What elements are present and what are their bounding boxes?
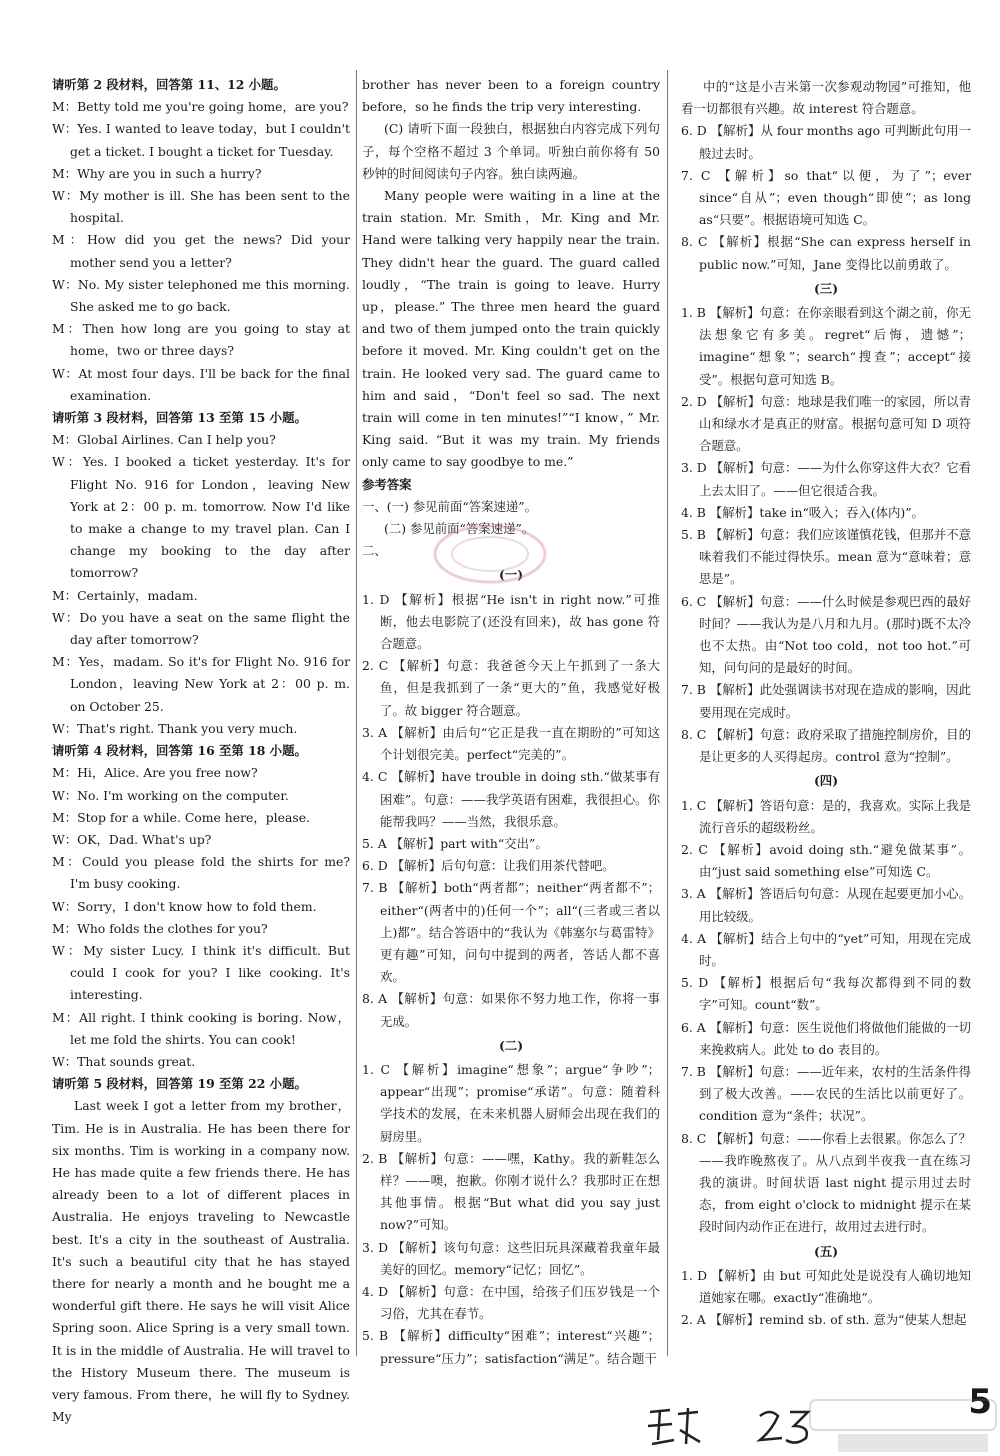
text-paragraph: 中的“这是小吉米第一次参观动物园”可推知，他看一切都很有兴趣。故 interest 符合题意。 [681, 79, 971, 117]
text-paragraph: W：At most four days. I'll be back for the final examination. [52, 365, 350, 403]
handwriting-mark [640, 1400, 830, 1450]
text-paragraph: W：No. My sister telephoned me this morning. She asked me to go back. [52, 276, 350, 315]
text-paragraph: M：Global Airlines. Can I help you? [52, 432, 276, 448]
text-paragraph: 二、 [362, 543, 387, 559]
page-number: 5 [968, 1382, 992, 1422]
text-paragraph: M：Why are you in such a hurry? [52, 165, 262, 181]
text-paragraph: (C) 请听下面一段独白，根据独白内容完成下列句子，每个空格不超过 3 个单词。听独白前你将有 50 秒钟的时间阅读句子内容。独白读两遍。 [362, 121, 660, 181]
section-heading: (二) [498, 1037, 524, 1053]
text-paragraph: 6. D 【解析】后句句意：让我们用茶代替吧。 [362, 858, 615, 874]
text-paragraph: M：Stop for a while. Come here，please. [52, 809, 310, 825]
text-paragraph: 8. C 【解析】句意：政府采取了措施控制房价，目的是让更多的人买得起房。control 意为“控制”。 [681, 726, 971, 765]
text-paragraph: W：Yes. I booked a ticket yesterday. It's for Flight No. 916 for London，leaving New York at 2：00 p. m. tomorrow. Now I'd like to make a change to my travel plan. Can I change my booking to the day after tomorrow? [52, 454, 350, 581]
text-paragraph: M：Certainly，madam. [52, 587, 198, 603]
section-heading: (四) [813, 773, 839, 789]
watermark-logo [808, 1396, 998, 1454]
text-paragraph: 4. C 【解析】have trouble in doing sth.“做某事有困难”。句意：——我学英语有困难，我很担心。你能帮我吗？——当然，我很乐意。 [362, 769, 660, 829]
text-paragraph: W：Sorry，I don't know how to fold them. [52, 898, 317, 914]
text-paragraph: 6. A 【解析】句意：医生说他们将做他们能做的一切来挽救病人。此处 to do 表目的。 [681, 1019, 971, 1057]
text-paragraph: 7. B 【解析】句意：——近年来，农村的生活条件得到了极大改善。——农民的生活比以前更好了。condition 意为“条件；状况”。 [681, 1063, 971, 1124]
text-paragraph: M：How did you get the news? Did your mother send you a letter? [52, 232, 350, 270]
text-paragraph: W：My mother is ill. She has been sent to the hospital. [52, 188, 350, 226]
text-paragraph: 1. C 【解析】答语句意：是的，我喜欢。实际上我是流行音乐的超级粉丝。 [681, 797, 971, 835]
text-paragraph: 8. C 【解析】句意：——你看上去很累。你怎么了？——我昨晚熬夜了。从八点到半夜我一直在练习我的演讲。时间状语 last night 提示用过去时态，from eight o'clock to midnight 提示在某段时间内动作正在进行，故用过去进行时。 [681, 1130, 971, 1235]
text-paragraph: 2. C 【解析】句意：我爸爸今天上午抓到了一条大鱼，但是我抓到了一条“更大的”鱼，我感觉好极了。故 bigger 符合题意。 [362, 658, 660, 718]
text-paragraph: M：Then how long are you going to stay at home，two or three days? [52, 321, 350, 359]
text-paragraph: 4. B 【解析】take in“吸入；吞入(体内)”。 [681, 504, 924, 520]
text-paragraph: 2. B 【解析】句意：——嘿，Kathy。我的新鞋怎么样？——噢，抱歉。你刚才说什么？我那时正在想其他事情。根据“But what did you say just now?”可知。 [362, 1150, 660, 1233]
text-paragraph: 3. A 【解析】答语后句句意：从现在起要更加小心。用比较级。 [681, 886, 971, 924]
text-paragraph: M：Could you please fold the shirts for me? I'm busy cooking. [52, 854, 350, 892]
text-paragraph: 4. A 【解析】结合上句中的“yet”可知，用现在完成时。 [681, 930, 971, 968]
text-paragraph: 2. D 【解析】句意：地球是我们唯一的家园，所以青山和绿水才是真正的财富。根据句意可知 D 项符合题意。 [681, 393, 971, 454]
text-paragraph: 1. C 【解析】imagine“想象”；argue“争吵”；appear“出现”；promise“承诺”。句意：随着科学技术的发展，在未来机器人厨师会出现在我们的厨房里。 [362, 1061, 660, 1144]
text-paragraph: M：Hi，Alice. Are you free now? [52, 765, 258, 781]
text-paragraph: 4. D 【解析】句意：在中国，给孩子们压岁钱是一个习俗，尤其在春节。 [362, 1283, 660, 1322]
text-paragraph: 7. B 【解析】both“两者都”；neither“两者都不”；either“(两者中的)任何一个”；all“(三者或三者以上)都”。结合答语中的“我认为《韩塞尔与葛雷特》更有趣”可知，问句中提到的两者，答话人都不喜欢。 [362, 880, 660, 985]
text-paragraph: 请听第 2 段材料，回答第 11、12 小题。 [52, 77, 286, 92]
text-paragraph: M：Betty told me you're going home，are you? [52, 99, 349, 115]
column-divider-1 [356, 70, 357, 1356]
text-paragraph: W：OK，Dad. What's up? [52, 831, 212, 847]
column-divider-2 [667, 70, 668, 1356]
text-paragraph: Last week I got a letter from my brother，Tim. He is in Australia. He has been there for six months. Tim is working in a company now. He has made quite a few friends there. He has already been to a lot of different places in Australia. He enjoys traveling to Newcastle best. It's a city in the southeast of Australia. It's such a beautiful city that he has stayed there for nearly a month and he bought me a wonderful gift there. He says he will visit Alice Spring soon. Alice Spring is a very small town. It is in the middle of Australia. He will travel to the History Museum there. The museum is very famous. From there，he will fly to Sydney. My [52, 1098, 350, 1425]
text-paragraph: (二) 参见前面“答案速递”。 [384, 521, 535, 537]
column-1 [52, 74, 350, 1428]
text-paragraph: 7. B 【解析】此处强调读书对现在造成的影响，因此要用现在完成时。 [681, 682, 971, 720]
section-heading: (一) [498, 567, 524, 583]
text-paragraph: 5. B 【解析】句意：我们应该谨慎花钱，但那并不意味着我们不能过得快乐。mean 意为“意味着；意思是”。 [681, 527, 971, 587]
text-paragraph: W：No. I'm working on the computer. [52, 787, 289, 803]
text-paragraph: Many people were waiting in a line at the train station. Mr. Smith，Mr. King and Mr. Hand were talking very happily near the train. They didn't hear the guard. The guard called loudly，“The train is going to leave. Hurry up，please.” The three men heard the guard and two of them jumped onto the train quickly before it moved. Mr. King couldn't get on the train. He looked very sad. The guard came to him and said，“Don't feel so sad. The next train will come in ten minutes!”“I know，” Mr. King said. “But it was my train. My friends only came to say goodbye to me.” [362, 188, 660, 470]
text-paragraph: 8. A 【解析】句意：如果你不努力地工作，你将一事无成。 [362, 991, 660, 1029]
text-paragraph: W：My sister Lucy. I think it's difficult. But could I cook for you? I like cooking. It's interesting. [52, 942, 350, 1003]
text-paragraph: 3. D 【解析】句意：——为什么你穿这件大衣？它看上去太旧了。——但它很适合我。 [681, 460, 971, 498]
text-paragraph: M：All right. I think cooking is boring. Now，let me fold the shirts. You can cook! [52, 1009, 350, 1047]
text-paragraph: 6. D 【解析】从 four months ago 可判断此句用一般过去时。 [681, 123, 971, 161]
text-paragraph: 2. A 【解析】remind sb. of sth. 意为“使某人想起 [681, 1312, 967, 1328]
text-paragraph: 5. B 【解析】difficulty“困难”；interest“兴趣”；pressure“压力”；satisfaction“满足”。结合题干 [362, 1328, 660, 1366]
text-paragraph: 5. A 【解析】part with“交出”。 [362, 835, 548, 851]
text-paragraph: 请听第 3 段材料，回答第 13 至第 15 小题。 [52, 410, 307, 426]
text-paragraph: 3. D 【解析】该句句意：这些旧玩具深藏着我童年最美好的回忆。memory“记忆；回忆”。 [362, 1239, 660, 1277]
text-paragraph: 6. C 【解析】句意：——什么时候是参观巴西的最好时间？——我认为是八月和九月。(那时)既不太冷也不太热。由“Not too cold，not too hot.”可知，问句问的是最好的时间。 [681, 593, 971, 676]
text-paragraph: 一、(一) 参见前面“答案速递”。 [362, 498, 537, 514]
text-paragraph: M：Who folds the clothes for you? [52, 920, 268, 936]
text-paragraph: 8. C 【解析】根据“She can express herself in public now.”可知，Jane 变得比以前勇敢了。 [681, 234, 971, 272]
text-paragraph: 5. D 【解析】根据后句“我每次都得到不同的数字”可知。count“数”。 [681, 975, 971, 1013]
text-paragraph: M：Yes，madam. So it's for Flight No. 916 for London，leaving New York at 2：00 p. m. on October 25. [52, 654, 350, 714]
text-paragraph: 2. C 【解析】avoid doing sth.“避免做某事”。由“just said something else”可知选 C。 [681, 841, 971, 880]
text-paragraph: 1. B 【解析】句意：在你亲眼看到这个湖之前，你无法想象它有多美。regret“后悔，遗憾”；imagine“想象”；search“搜查”；accept“接受”。根据句意可知选 B。 [681, 305, 971, 387]
text-paragraph: W：That sounds great. [52, 1053, 196, 1069]
section-heading: (五) [813, 1243, 839, 1259]
text-paragraph: 参考答案 [362, 476, 412, 492]
text-paragraph: W：That's right. Thank you very much. [52, 720, 298, 736]
text-paragraph: 1. D 【解析】根据“He isn't in right now.”可推断，他去电影院了(还没有回来)，故 has gone 符合题意。 [362, 591, 660, 652]
text-paragraph: W：Do you have a seat on the same flight the day after tomorrow? [52, 609, 350, 648]
text-paragraph: 请听第 5 段材料，回答第 19 至第 22 小题。 [52, 1076, 307, 1092]
text-paragraph: brother has never been to a foreign country before，so he finds the trip very interesting. [362, 77, 660, 115]
text-paragraph: 3. A 【解析】由后句“它正是我一直在期盼的”可知这个计划很完美。perfect“完美的”。 [362, 724, 660, 763]
text-paragraph: W：Yes. I wanted to leave today，but I couldn't get a ticket. I bought a ticket for Tuesday. [52, 121, 350, 159]
column-2 [362, 74, 660, 1370]
text-paragraph: 1. D 【解析】由 but 可知此处是说没有人确切地知道她家在哪。exactly“准确地”。 [681, 1267, 971, 1305]
column-3 [681, 76, 971, 1331]
stamp-mark [430, 520, 550, 588]
section-heading: (三) [813, 280, 839, 296]
text-paragraph: 7. C 【解析】so that“以便，为了”；ever since“自从”；even though“即使”；as long as“只要”。根据语境可知选 C。 [681, 167, 971, 228]
text-paragraph: 请听第 4 段材料，回答第 16 至第 18 小题。 [52, 743, 307, 759]
